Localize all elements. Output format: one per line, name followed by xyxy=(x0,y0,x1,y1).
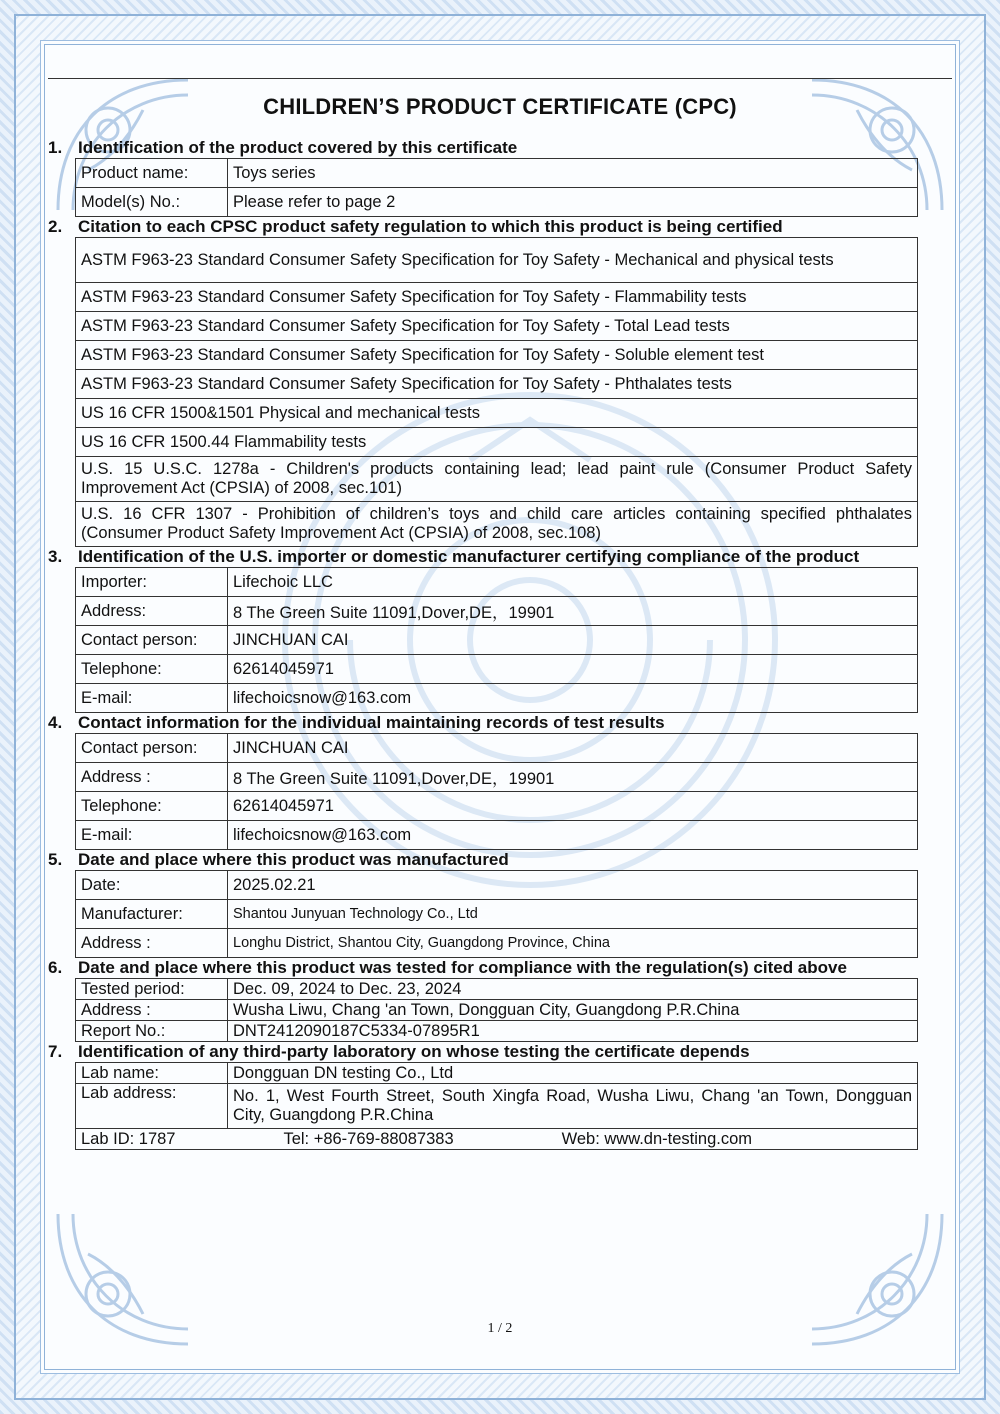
field-value: JINCHUAN CAI xyxy=(228,626,918,655)
table-row xyxy=(76,399,918,428)
field-value: Dec. 09, 2024 to Dec. 23, 2024 xyxy=(228,979,918,1000)
testing-table xyxy=(75,978,918,1042)
table-row xyxy=(76,763,918,792)
table-row xyxy=(76,900,918,929)
section-3-heading xyxy=(48,547,930,567)
section-number: 4. xyxy=(48,713,63,732)
field-value: DNT2412090187C5334-07895R1 xyxy=(228,1021,918,1042)
regulation-item: U.S. 15 U.S.C. 1278a - Children's products containing lead; lead paint rule (Consumer Product Safety Improvement Act (CPSIA) of 2008, sec.101) xyxy=(76,457,918,502)
regulation-item: ASTM F963-23 Standard Consumer Safety Specification for Toy Safety - Flammability tests xyxy=(76,283,918,312)
table-row xyxy=(76,821,918,850)
field-label: Lab name: xyxy=(76,1063,228,1084)
field-label: Tested period: xyxy=(76,979,228,1000)
table-row xyxy=(76,457,918,502)
field-value: 8 The Green Suite 11091,Dover,DE，19901 xyxy=(228,763,918,792)
lab-contact-cell xyxy=(76,1129,918,1150)
table-row xyxy=(76,684,918,713)
lab-website: Web: www.dn-testing.com xyxy=(561,1129,752,1148)
table-row xyxy=(76,626,918,655)
certificate-body xyxy=(48,138,930,1150)
table-row xyxy=(76,1129,918,1150)
field-value: 62614045971 xyxy=(228,792,918,821)
table-row xyxy=(76,188,918,217)
regulation-item: US 16 CFR 1500.44 Flammability tests xyxy=(76,428,918,457)
table-row xyxy=(76,159,918,188)
table-row xyxy=(76,312,918,341)
section-title: Identification of the product covered by this certificate xyxy=(78,138,518,157)
section-4-heading xyxy=(48,713,930,733)
section-7-heading xyxy=(48,1042,930,1062)
field-label: Telephone: xyxy=(76,655,228,684)
table-row xyxy=(76,929,918,958)
lab-telephone: Tel: +86-769-88087383 xyxy=(283,1129,454,1148)
field-label: E-mail: xyxy=(76,821,228,850)
section-title: Date and place where this product was manufactured xyxy=(78,850,509,869)
field-label: Date: xyxy=(76,871,228,900)
field-value: No. 1, West Fourth Street, South Xingfa Road, Wusha Liwu, Chang 'an Town, Dongguan City, Guangdong P.R.China xyxy=(228,1084,918,1129)
field-value: 2025.02.21 xyxy=(228,871,918,900)
field-label: Telephone: xyxy=(76,792,228,821)
field-value: Lifechoic LLC xyxy=(228,568,918,597)
regulation-item: ASTM F963-23 Standard Consumer Safety Specification for Toy Safety - Soluble element test xyxy=(76,341,918,370)
section-title: Citation to each CPSC product safety regulation to which this product is being certified xyxy=(78,217,783,236)
section-title: Contact information for the individual maintaining records of test results xyxy=(78,713,665,732)
table-row xyxy=(76,428,918,457)
importer-table xyxy=(75,567,918,713)
field-value: Toys series xyxy=(228,159,918,188)
section-title: Identification of any third-party laboratory on whose testing the certificate depends xyxy=(78,1042,750,1061)
field-label: Contact person: xyxy=(76,626,228,655)
section-number: 5. xyxy=(48,850,63,869)
field-value: 62614045971 xyxy=(228,655,918,684)
field-value: Please refer to page 2 xyxy=(228,188,918,217)
regulation-item: ASTM F963-23 Standard Consumer Safety Specification for Toy Safety - Total Lead tests xyxy=(76,312,918,341)
section-5-heading xyxy=(48,850,930,870)
regulation-item: US 16 CFR 1500&1501 Physical and mechanical tests xyxy=(76,399,918,428)
regulation-item: U.S. 16 CFR 1307 - Prohibition of children’s toys and child care articles containing specified phthalates (Consumer Product Safety Improvement Act (CPSIA) of 2008, sec.108) xyxy=(76,502,918,547)
field-label: Address : xyxy=(76,929,228,958)
table-row xyxy=(76,655,918,684)
regulations-table xyxy=(75,237,918,547)
field-value: Shantou Junyuan Technology Co., Ltd xyxy=(228,900,918,929)
section-title: Identification of the U.S. importer or domestic manufacturer certifying compliance of the product xyxy=(78,547,860,566)
manufacture-table xyxy=(75,870,918,958)
field-label: Lab address: xyxy=(76,1084,228,1129)
table-row xyxy=(76,979,918,1000)
table-row xyxy=(76,370,918,399)
section-2-heading xyxy=(48,217,930,237)
table-row xyxy=(76,1063,918,1084)
section-number: 6. xyxy=(48,958,63,977)
field-label: Report No.: xyxy=(76,1021,228,1042)
section-number: 2. xyxy=(48,217,63,236)
table-row xyxy=(76,502,918,547)
table-row xyxy=(76,1000,918,1021)
field-label: Address : xyxy=(76,763,228,792)
regulation-item: ASTM F963-23 Standard Consumer Safety Specification for Toy Safety - Phthalates tests xyxy=(76,370,918,399)
table-row xyxy=(76,1084,918,1129)
field-value: Longhu District, Shantou City, Guangdong Province, China xyxy=(228,929,918,958)
field-label: Address: xyxy=(76,597,228,626)
laboratory-table xyxy=(75,1062,918,1150)
section-number: 7. xyxy=(48,1042,63,1061)
table-row xyxy=(76,341,918,370)
field-value: JINCHUAN CAI xyxy=(228,734,918,763)
table-row xyxy=(76,283,918,312)
table-row xyxy=(76,734,918,763)
section-number: 3. xyxy=(48,547,63,566)
page-title: CHILDREN’S PRODUCT CERTIFICATE (CPC) xyxy=(263,94,737,119)
table-row xyxy=(76,597,918,626)
regulation-item: ASTM F963-23 Standard Consumer Safety Specification for Toy Safety - Mechanical and physical tests xyxy=(76,238,918,283)
section-number: 1. xyxy=(48,138,63,157)
field-value: 8 The Green Suite 11091,Dover,DE，19901 xyxy=(228,597,918,626)
table-row xyxy=(76,792,918,821)
table-row xyxy=(76,871,918,900)
product-table xyxy=(75,158,918,217)
field-label: E-mail: xyxy=(76,684,228,713)
field-label: Product name: xyxy=(76,159,228,188)
field-value: Dongguan DN testing Co., Ltd xyxy=(228,1063,918,1084)
section-6-heading xyxy=(48,958,930,978)
field-label: Model(s) No.: xyxy=(76,188,228,217)
field-label: Manufacturer: xyxy=(76,900,228,929)
field-value: lifechoicsnow@163.com xyxy=(228,684,918,713)
field-label: Address : xyxy=(76,1000,228,1021)
records-contact-table xyxy=(75,733,918,850)
field-value: Wusha Liwu, Chang 'an Town, Dongguan City, Guangdong P.R.China xyxy=(228,1000,918,1021)
section-title: Date and place where this product was tested for compliance with the regulation(s) cited above xyxy=(78,958,847,977)
header-rule xyxy=(48,78,952,79)
field-label: Importer: xyxy=(76,568,228,597)
field-label: Contact person: xyxy=(76,734,228,763)
table-row xyxy=(76,1021,918,1042)
table-row xyxy=(76,238,918,283)
page-number: 1 / 2 xyxy=(487,1321,513,1336)
field-value: lifechoicsnow@163.com xyxy=(228,821,918,850)
lab-id: Lab ID: 1787 xyxy=(81,1129,176,1148)
table-row xyxy=(76,568,918,597)
section-1-heading xyxy=(48,138,930,158)
